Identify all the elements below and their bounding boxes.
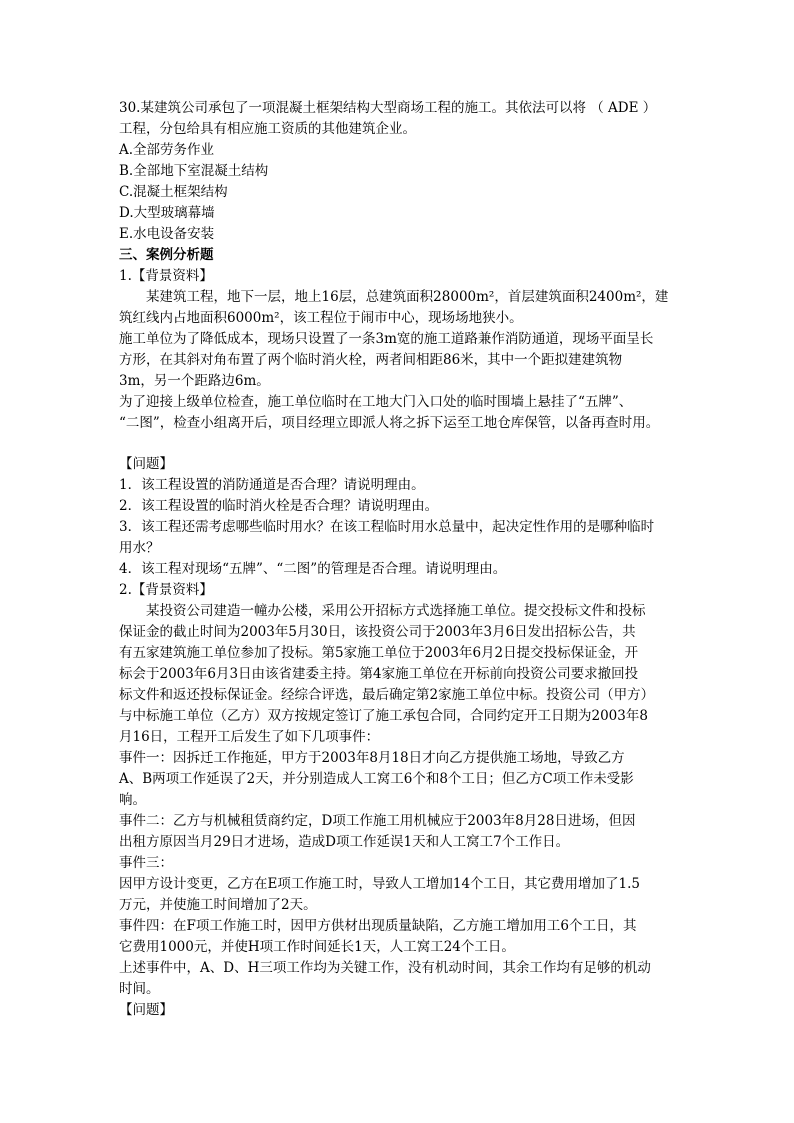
q30-option-c: C.混凝土框架结构 [119, 184, 228, 200]
q30-stem-line-1: 30.某建筑公司承包了一项混凝土框架结构大型商场工程的施工。其依法可以将 （ ADE ） [119, 100, 657, 116]
case1-bg-line: 筑红线内占地面积6000m²，该工程位于闹市中心，现场场地狭小。 [119, 310, 523, 326]
case2-event-line: 事件三： [119, 855, 173, 871]
case2-event-line: 事件一：因拆迁工作拖延，甲方于2003年8月18日才向乙方提供施工场地，导致乙方 [119, 750, 625, 766]
case2-event-line: 上述事件中，A、D、H三项工作均为关键工作，没有机动时间，其余工作均有足够的机动 [119, 960, 651, 976]
q30-stem-line-2: 工程，分包给具有相应施工资质的其他建筑企业。 [119, 121, 416, 137]
case2-event-line: 它费用1000元，并使H项工作时间延长1天，人工窝工24个工日。 [119, 939, 515, 955]
case2-questions-heading: 【问题】 [119, 1002, 173, 1018]
case2-heading: 2.【背景资料】 [119, 582, 213, 598]
case1-bg-line: 3m，另一个距路边6m。 [119, 373, 270, 389]
case2-event-line: 响。 [119, 792, 146, 808]
case1-bg-line: “二图”，检查小组离开后，项目经理立即派人将之拆下运至工地仓库保管，以备再查时用。 [119, 415, 660, 431]
case2-bg-line: 某投资公司建造一幢办公楼，采用公开招标方式选择施工单位。提交投标文件和投标 [119, 603, 646, 619]
case1-question: 3．该工程还需考虑哪些临时用水？在该工程临时用水总量中，起决定性作用的是哪种临时 [119, 519, 655, 535]
case1-bg-line: 某建筑工程，地下一层，地上16层，总建筑面积28000m²，首层建筑面积2400m²，建 [119, 289, 669, 305]
case1-heading: 1.【背景资料】 [119, 268, 213, 284]
q30-option-d: D.大型玻璃幕墙 [119, 205, 215, 221]
case2-bg-line: 月16日，工程开工后发生了如下几项事件： [119, 729, 380, 745]
case2-event-line: 因甲方设计变更，乙方在E项工作施工时，导致人工增加14个工日，其它费用增加了1.5 [119, 876, 641, 892]
case2-bg-line: 标会于2003年6月3日由该省建委主持。第4家施工单位在开标前向投资公司要求撤回投 [119, 666, 639, 682]
case2-event-line: 时间。 [119, 981, 160, 997]
q30-option-a: A.全部劳务作业 [119, 142, 215, 158]
q30-option-b: B.全部地下室混凝土结构 [119, 163, 269, 179]
case2-event-line: 万元，并使施工时间增加了2天。 [119, 897, 317, 913]
case1-question: 用水？ [119, 540, 160, 556]
case1-questions-heading: 【问题】 [119, 456, 173, 472]
case2-event-line: 事件二：乙方与机械租赁商约定，D项工作施工用机械应于2003年8月28日进场，但因 [119, 813, 636, 829]
case1-bg-line: 施工单位为了降低成本，现场只设置了一条3m宽的施工道路兼作消防通道，现场平面呈长 [119, 331, 654, 347]
case1-bg-line: 为了迎接上级单位检查，施工单位临时在工地大门入口处的临时围墙上悬挂了“五牌”、 [119, 394, 633, 410]
case1-question: 4．该工程对现场“五牌”、“二图”的管理是否合理。请说明理由。 [119, 561, 507, 577]
case1-question: 1．该工程设置的消防通道是否合理？请说明理由。 [119, 477, 425, 493]
q30-option-e: E.水电设备安装 [119, 226, 215, 242]
case1-question: 2．该工程设置的临时消火栓是否合理？请说明理由。 [119, 498, 439, 514]
case2-bg-line: 与中标施工单位（乙方）双方按规定签订了施工承包合同，合同约定开工日期为2003年8 [119, 708, 648, 724]
case2-event-line: A、B两项工作延误了2天，并分别造成人工窝工6个和8个工日；但乙方C项工作未受影 [119, 771, 634, 787]
case2-bg-line: 保证金的截止时间为2003年5月30日，该投资公司于2003年3月6日发出招标公告，共 [119, 624, 636, 640]
case2-event-line: 事件四：在F项工作施工时，因甲方供材出现质量缺陷，乙方施工增加用工6个工日，其 [119, 918, 637, 934]
section-title: 三、案例分析题 [119, 247, 214, 263]
case1-bg-line: 方形，在其斜对角布置了两个临时消火栓，两者间相距86米，其中一个距拟建建筑物 [119, 352, 623, 368]
case2-bg-line: 有五家建筑施工单位参加了投标。第5家施工单位于2003年6月2日提交投标保证金，开 [119, 645, 639, 661]
case2-event-line: 出租方原因当月29日才进场，造成D项工作延误1天和人工窝工7个工作日。 [119, 834, 570, 850]
case2-bg-line: 标文件和返还投标保证金。经综合评选，最后确定第2家施工单位中标。投资公司（甲方） [119, 687, 655, 703]
